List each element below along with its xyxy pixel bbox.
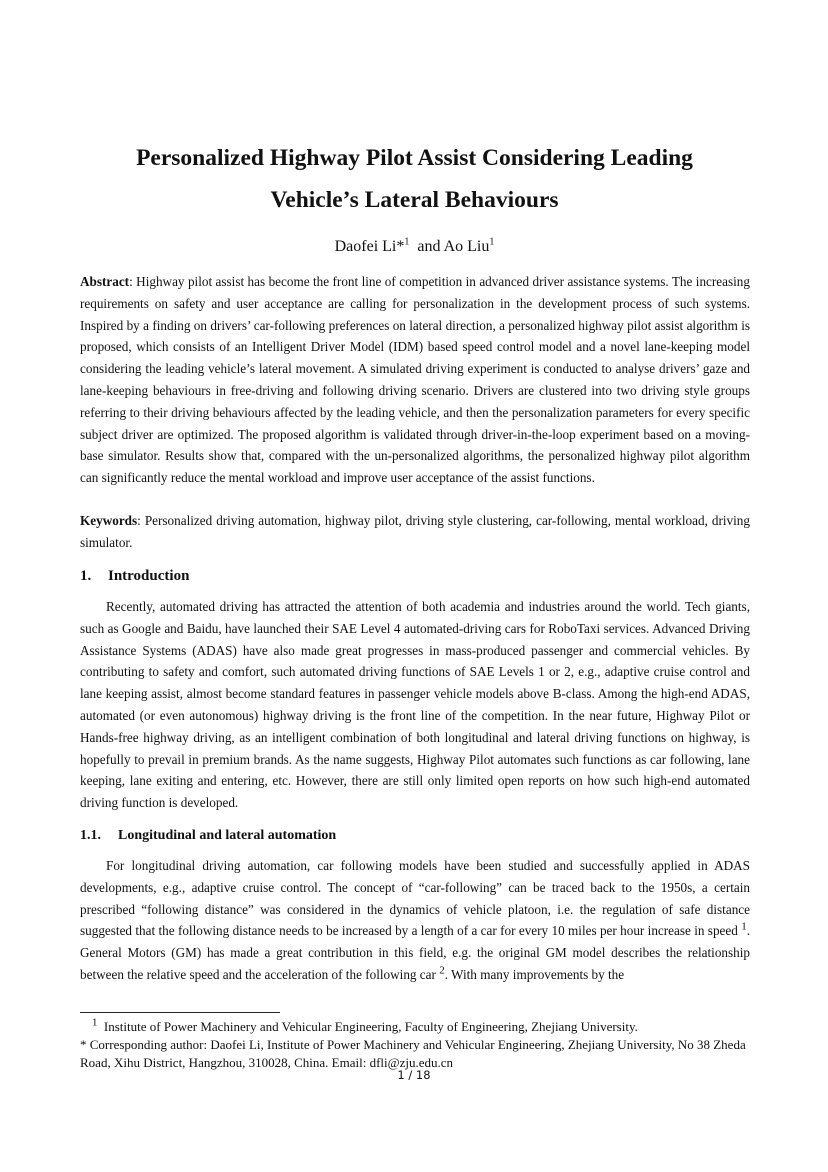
title-line-2: Vehicle’s Lateral Behaviours (270, 187, 559, 213)
affiliation-marker: 1 (404, 236, 410, 248)
abstract-label: Abstract (80, 274, 130, 289)
author-name: Daofei Li* (334, 238, 405, 255)
page-number: 1 / 18 (397, 1068, 431, 1082)
author-name: and Ao Liu (417, 238, 490, 255)
footnote-affiliation: $^1$ Institute of Power Machinery and Vehicular Engineering, Faculty of Engineering, Zhejiang University. (92, 1016, 638, 1034)
keywords (80, 510, 750, 554)
section-number: 1. (80, 568, 92, 584)
paper-title (80, 137, 749, 221)
abstract (80, 271, 750, 489)
longitudinal-body (80, 855, 750, 986)
subsection-title: Longitudinal and lateral automation (118, 828, 337, 843)
footnote-corresponding-author: * Corresponding author: Daofei Li, Institute of Power Machinery and Vehicular Engineering, Zhejiang University, No 38 Zheda Road, Xihu District, Hangzhou, 310028, China. Email: dfli@zju.edu.cn (80, 1036, 746, 1070)
introduction-body (80, 596, 750, 814)
subsection-heading-longitudinal-lateral (80, 825, 336, 847)
affiliation-marker: 1 (489, 236, 495, 248)
subsection-number: 1.1. (80, 828, 101, 843)
footnote-separator (80, 1012, 280, 1013)
citation-marker: 1 (741, 921, 747, 933)
section-heading-introduction (80, 565, 189, 587)
footnotes (80, 1018, 750, 1071)
paragraph: Recently, automated driving has attracted the attention of both academia and industries around the world. Tech giants, such as Google and Baidu, have launched their SAE Level 4 automated-driving cars for RoboTaxi services. Advanced Driving Assistance Systems (ADAS) have also made great progresses in mass-produced passenger and commercial vehicles. By contributing to safety and comfort, such automated driving functions of SAE Levels 1 or 2, e.g., adaptive cruise control and lane keeping assist, almost become standard features in passenger vehicle models above B-class. Among the high-end ADAS, automated (or even autonomous) highway driving is the front line of the competition. In the near future, Highway Pilot or Hands-free highway driving, as an intelligent combination of both longitudinal and lateral driving functions on highway, is hopefully to prevail in premium brands. As the name suggests, Highway Pilot automates such functions as car following, lane keeping, lane exiting and entering, etc. However, there are still only limited open reports on how such high-end automated driving function is developed. (80, 599, 750, 811)
keywords-label: Keywords (80, 513, 138, 528)
title-line-1: Personalized Highway Pilot Assist Considering Leading (136, 145, 693, 171)
keywords-text: : Personalized driving automation, highway pilot, driving style clustering, car-following, mental workload, driving simulator. (80, 513, 750, 550)
section-title: Introduction (108, 568, 190, 584)
paragraph: For longitudinal driving automation, car following models have been studied and successfully applied in ADAS developments, e.g., adaptive cruise control. The concept of “car-following” can be traced back to the 1950s, a certain prescribed “following distance” was considered in the dynamics of vehicle platoon, i.e. the regulation of safe distance suggested that the following distance needs to be increased by a length of a car for every 10 miles per hour increase in speed $^1$. General Motors (GM) has made a great contribution in this field, e.g. the original GM model describes the relationship between the relative speed and the acceleration of the following car $^2$. With many improvements by the (80, 858, 750, 982)
author-list (80, 235, 749, 259)
citation-marker: 2 (439, 964, 445, 977)
abstract-text: : Highway pilot assist has become the front line of competition in advanced driver assistance systems. The increasing requirements on safety and user acceptance are calling for personalization in the development process of such systems. Inspired by a finding on drivers’ car-following preferences on lateral direction, a personalized highway pilot assist algorithm is proposed, which consists of an Intelligent Driver Model (IDM) based speed control model and a novel lane-keeping model considering the leading vehicle’s lateral movement. A simulated driving experiment is conducted to analyse drivers’ gaze and lane-keeping behaviours in free-driving and following driving scenario. Drivers are clustered into two driving style groups referring to their driving behaviours affected by the leading vehicle, and then the personalization parameters for every specific subject driver are optimized. The proposed algorithm is validated through driver-in-the-loop experiment based on a moving-base simulator. Results show that, compared with the un-personalized algorithms, the personalized highway pilot algorithm can significantly reduce the mental workload and improve user acceptance of the assist functions. (80, 274, 750, 486)
